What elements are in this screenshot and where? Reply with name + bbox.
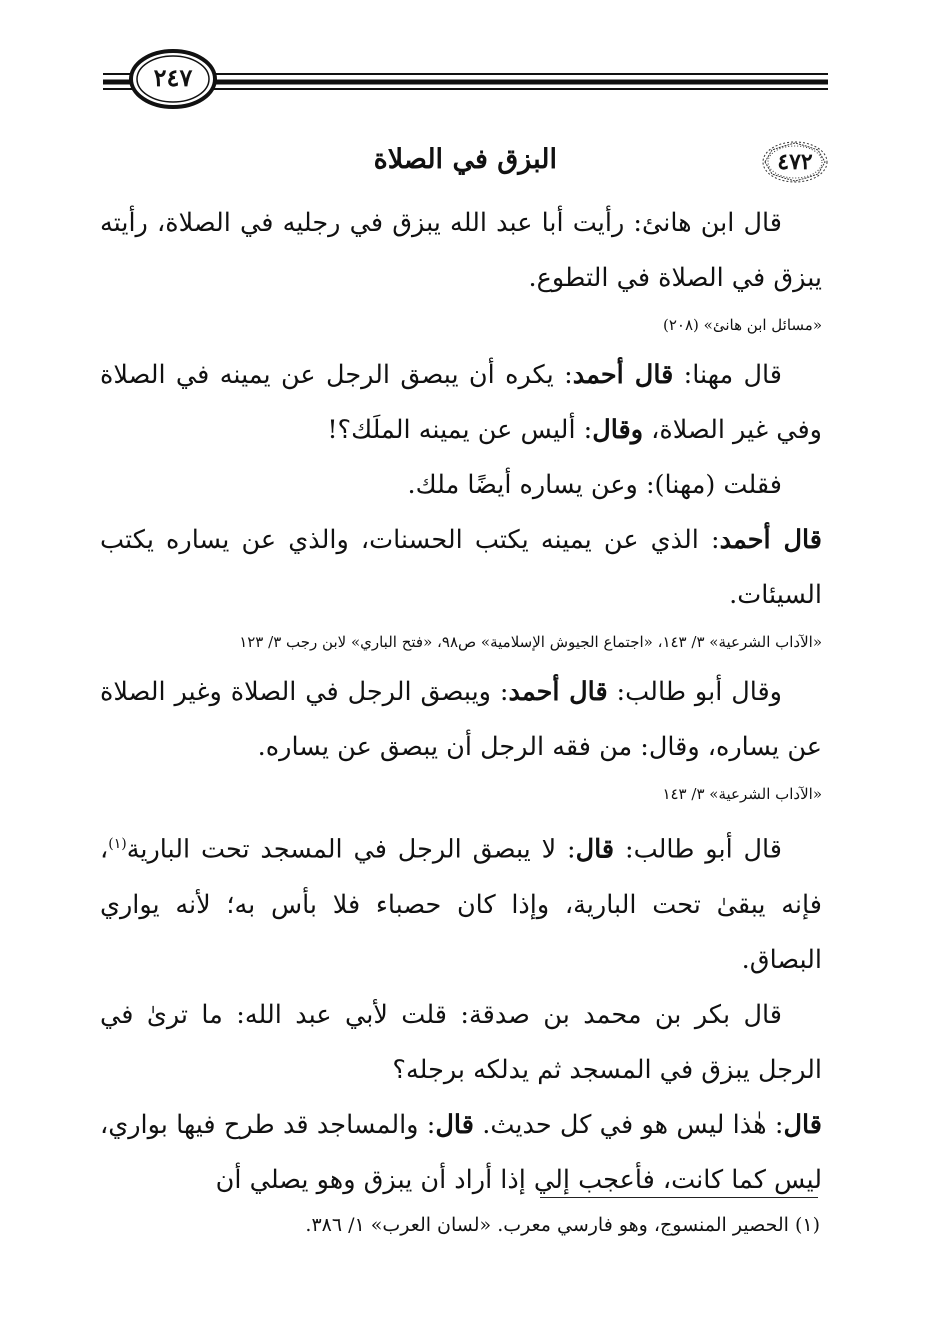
paragraph: [100, 817, 822, 988]
paragraph: [100, 988, 822, 1098]
paragraph: [100, 665, 822, 775]
bold-speaker: قال: [575, 834, 615, 865]
page-number: ٢٤٧: [153, 63, 193, 92]
text-run: : والمساجد قد طرح فيها بواري، ليس كما كانت، فأعجب إلي إذا أراد أن يبزق وهو يصلي أن: [100, 1109, 822, 1195]
text-run: قال ابن هانئ: رأيت أبا عبد الله يبزق في رجليه في الصلاة، رأيته يبزق في الصلاة في التطوع.: [100, 208, 822, 293]
text-run: : هٰذا ليس هو في كل حديث.: [473, 1109, 784, 1140]
section-number-badge: [760, 140, 830, 184]
bold-speaker: قال أحمد: [719, 525, 823, 555]
bold-speaker: قال: [435, 1109, 474, 1140]
text-run: : الذي عن يمينه يكتب الحسنات، والذي عن يساره يكتب السيئات.: [100, 525, 822, 610]
footnote-ref[interactable]: (١): [108, 836, 127, 852]
source-citation: «مسائل ابن هانئ» (٢٠٨): [663, 316, 822, 334]
source-citation: «الآداب الشرعية» ٣/ ١٤٣: [662, 785, 822, 803]
text-run: : أليس عن يمينه الملَك؟!: [327, 415, 593, 445]
text-run: قال بكر بن محمد بن صدقة: قلت لأبي عبد الله: ما ترىٰ في الرجل يبزق في المسجد ثم يدلكه برجله؟: [100, 999, 822, 1085]
bold-speaker: وقال: [592, 415, 644, 445]
text-run: قال أبو طالب:: [614, 834, 782, 865]
section-title: البزق في الصلاة: [373, 144, 557, 175]
text-run: : ويبصق الرجل في الصلاة وغير الصلاة عن يساره، وقال: من فقه الرجل أن يبصق عن يساره.: [100, 677, 822, 762]
text-run: فقلت (مهنا): وعن يساره أيضًا ملك.: [407, 470, 782, 500]
section-number: ٤٧٢: [777, 149, 813, 175]
page-header: [0, 0, 939, 120]
bold-speaker: قال أحمد: [572, 360, 674, 390]
text-run: ، فإنه يبقىٰ تحت البارية، وإذا كان حصباء فلا بأس به؛ لأنه يواري البصاق.: [100, 834, 822, 975]
text-run: : لا يبصق الرجل في المسجد تحت البارية: [126, 834, 576, 865]
main-text: [100, 196, 822, 1208]
paragraph: [100, 513, 822, 623]
paragraph: [100, 458, 822, 513]
paragraph: [100, 196, 822, 306]
text-run: وقال أبو طالب:: [607, 677, 782, 707]
bold-speaker: قال أحمد: [508, 677, 608, 707]
paragraph: [100, 348, 822, 458]
footnote-divider: [540, 1197, 818, 1198]
text-run: : يكره أن يبصق الرجل عن يمينه في الصلاة وفي غير الصلاة،: [100, 360, 822, 445]
paragraph: [100, 1098, 822, 1208]
text-run: قال مهنا:: [673, 360, 782, 390]
source-citation: «الآداب الشرعية» ٣/ ١٤٣، «اجتماع الجيوش الإسلامية» ص٩٨، «فتح الباري» لابن رجب ٣/ ١٢٣: [239, 633, 822, 651]
bold-speaker: قال: [783, 1109, 822, 1140]
footnote: (١) الحصير المنسوج، وهو فارسي معرب. «لسان العرب» ١/ ٣٨٦.: [305, 1214, 820, 1236]
section-heading: [0, 140, 939, 185]
